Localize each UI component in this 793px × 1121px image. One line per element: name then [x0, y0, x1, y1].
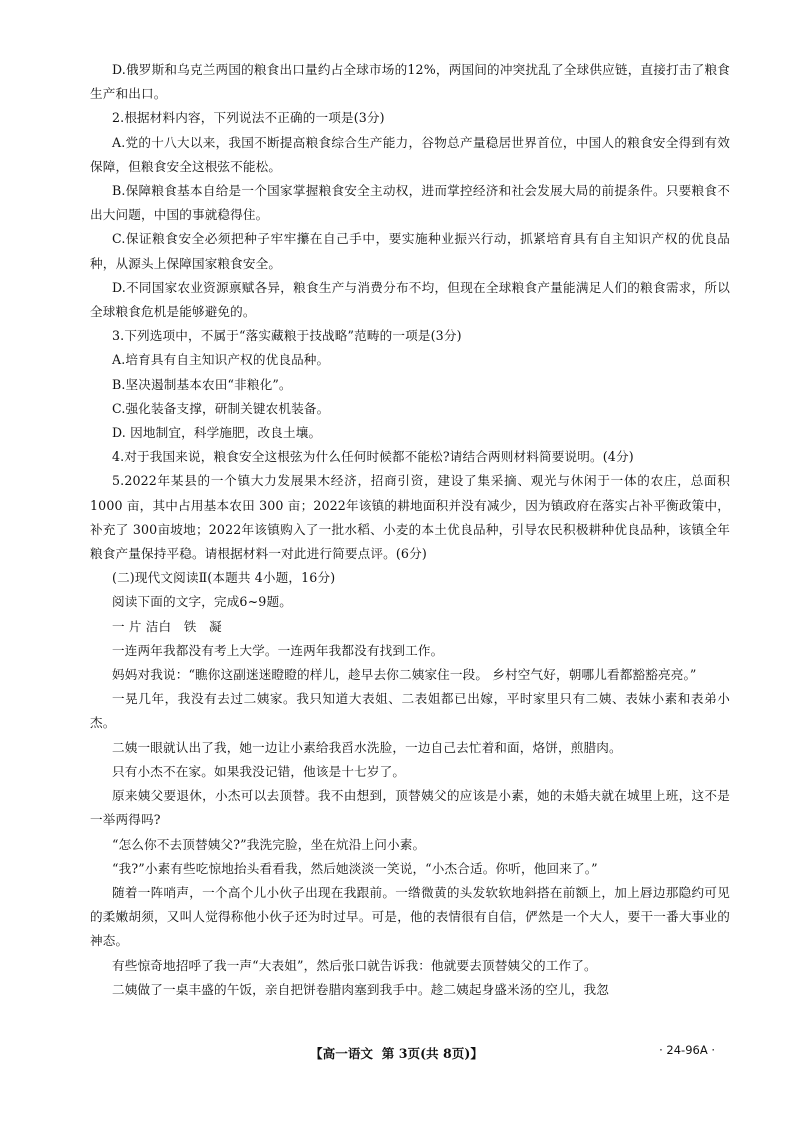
question-4: 4.对于我国来说，粮食安全这根弦为什么任何时候都不能松?请结合两则材料简要说明。(4分) [112, 449, 634, 465]
option-d: D. 因地制宜，科学施肥，改良土壤。 [112, 425, 322, 441]
question-5: 5.2022年某县的一个镇大力发展果木经济，招商引资，建设了集采摘、观光与休闲于一体的农庄，总面积 1000 亩，其中占用基本农田 300 亩；2022年该镇的耕地面积并没有减少，因为镇政府在落实占补平衡政策中，补充了 300亩坡地；2022年该镇购入了一批水稻、小麦的本土优良品种，引导农民积极耕种优良品种，该镇全年粮食产量保持平稳。请根据材料一对此进行简要点评。(6分) [90, 473, 730, 562]
story-paragraph: 妈妈对我说：“瞧你这副迷迷瞪瞪的样儿，趁早去你二姨家住一段。 乡村空气好，朝哪儿看都豁豁亮亮。” [112, 667, 697, 683]
story-paragraph: 二姨做了一桌丰盛的午饭，亲自把饼卷腊肉塞到我手中。趁二姨起身盛米汤的空儿，我忽 [112, 981, 610, 997]
question-2: 2.根据材料内容，下列说法不正确的一项是(3分) [112, 110, 385, 126]
option-d: D.不同国家农业资源禀赋各异，粮食生产与消费分布不均，但现在全球粮食产量能满足人们的粮食需求，所以全球粮食危机是能够避免的。 [90, 279, 730, 320]
option-a: A.党的十八大以来，我国不断提高粮食综合生产能力，谷物总产量稳居世界首位，中国人的粮食安全得到有效保障，但粮食安全这根弦不能松。 [90, 134, 730, 174]
story-paragraph: 只有小杰不在家。如果我没记错，他该是十七岁了。 [112, 763, 406, 779]
story-paragraph: 原来姨父要退休，小杰可以去顶替。我不由想到，顶替姨父的应该是小素，她的未婚夫就在城里上班，这不是一举两得吗? [90, 788, 730, 828]
option-a: A.培育具有自主知识产权的优良品种。 [112, 352, 330, 368]
story-paragraph: “我?”小素有些吃惊地抬头看看我，然后她淡淡一笑说，“小杰合适。你听，他回来了。” [112, 860, 598, 876]
document-body [90, 58, 730, 1002]
section-heading: (二)现代文阅读Ⅱ(本题共 4小题，16分) [112, 570, 336, 586]
story-paragraph: 有些惊奇地招呼了我一声“大表姐”，然后张口就告诉我：他就要去顶替姨父的工作了。 [112, 957, 597, 973]
footer-exam-code: · 24-96A · [659, 1043, 715, 1057]
reading-instruction: 阅读下面的文字，完成6~9题。 [112, 594, 292, 610]
story-paragraph: 随着一阵哨声，一个高个儿小伙子出现在我跟前。一绺微黄的头发软软地斜搭在前额上，加上唇边那隐约可见的柔嫩胡须，又叫人觉得称他小伙子还为时过早。可是，他的表情很有自信，俨然是一个大人，要干一番大事业的神态。 [90, 884, 730, 949]
story-paragraph: 一连两年我都没有考上大学。一连两年我都没有找到工作。 [112, 642, 444, 658]
story-paragraph: 一晃几年，我没有去过二姨家。我只知道大表姐、二表姐都已出嫁，平时家里只有二姨、表妹小素和表弟小杰。 [90, 691, 730, 731]
paragraph: D.俄罗斯和乌克兰两国的粮食出口量约占全球市场的12%，两国间的冲突扰乱了全球供应链，直接打击了粮食生产和出口。 [90, 62, 730, 102]
option-c: C.保证粮食安全必须把种子牢牢攥在自己手中，要实施种业振兴行动，抓紧培育具有自主知识产权的优良品种，从源头上保障国家粮食安全。 [90, 231, 730, 271]
page-footer [0, 1043, 793, 1065]
footer-page-label: 【高一语文 第 3页(共 8页)】 [310, 1046, 483, 1061]
story-paragraph: “怎么你不去顶替姨父?”我洗完脸，坐在炕沿上问小素。 [112, 836, 426, 852]
question-3: 3.下列选项中，不属于“落实藏粮于技战略”范畴的一项是(3分) [112, 328, 462, 344]
option-c: C.强化装备支撑，研制关键农机装备。 [112, 400, 330, 416]
story-title: 一 片 洁白 铁 凝 [112, 618, 222, 634]
story-paragraph: 二姨一眼就认出了我，她一边让小素给我舀水洗脸，一边自己去忙着和面，烙饼，煎腊肉。 [112, 739, 622, 755]
option-b: B.坚决遏制基本农田“非粮化”。 [112, 376, 292, 392]
option-b: B.保障粮食基本自给是一个国家掌握粮食安全主动权，进而掌控经济和社会发展大局的前提条件。只要粮食不出大问题，中国的事就稳得住。 [90, 183, 730, 223]
